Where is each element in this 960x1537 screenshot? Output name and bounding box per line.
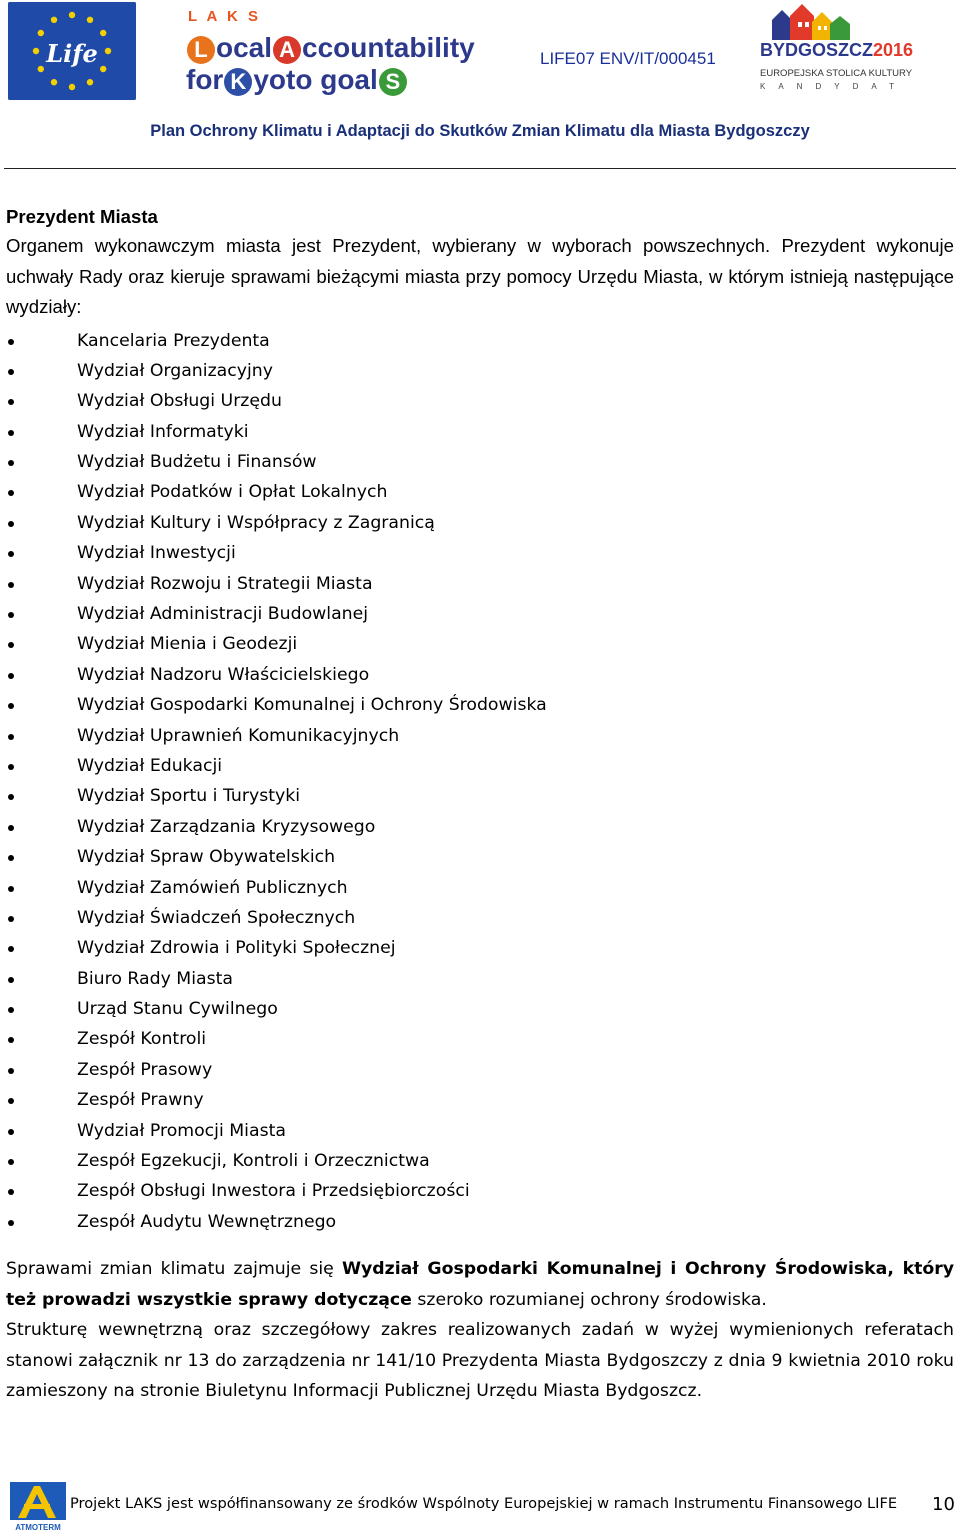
bullet-icon	[8, 916, 14, 922]
department-label: Wydział Uprawnień Komunikacyjnych	[77, 725, 400, 746]
department-label: Wydział Edukacji	[77, 755, 223, 776]
eu-star-icon	[69, 12, 75, 18]
project-code: LIFE07 ENV/IT/000451	[540, 49, 716, 68]
eu-star-icon	[69, 84, 75, 90]
department-item	[6, 447, 954, 477]
bydgoszcz-subtitle: EUROPEJSKA STOLICA KULTURY	[760, 68, 913, 79]
department-label: Wydział Kultury i Współpracy z Zagranicą	[77, 512, 435, 533]
main-content	[6, 203, 954, 1407]
intro-paragraph: Organem wykonawczym miasta jest Prezydent, wybierany w wyborach powszechnych. Prezydent wykonuje uchwały Rady oraz kieruje sprawami bieżącymi miasta przy pomocy Urzędu Miasta, w którym istnieją następujące wydziały:	[6, 235, 954, 317]
department-label: Biuro Rady Miasta	[77, 968, 233, 989]
atmoterm-logo-text: ATMOTERM	[15, 1523, 61, 1532]
bydgoszcz-2016-logo	[760, 2, 914, 98]
eu-star-icon	[38, 66, 44, 72]
eu-star-icon	[100, 30, 106, 36]
department-label: Wydział Obsługi Urzędu	[77, 391, 282, 412]
department-label: Urząd Stanu Cywilnego	[77, 999, 278, 1020]
bullet-icon	[8, 1129, 14, 1135]
bullet-icon	[8, 886, 14, 892]
bydgoszcz-year: 2016	[873, 40, 914, 60]
life-logo	[8, 2, 136, 100]
bullet-icon	[8, 430, 14, 436]
department-item	[6, 751, 954, 781]
bullet-icon	[8, 339, 14, 345]
department-label: Wydział Budżetu i Finansów	[77, 452, 317, 473]
department-item	[6, 994, 954, 1024]
department-item	[6, 781, 954, 811]
department-label: Wydział Rozwoju i Strategii Miasta	[77, 573, 373, 594]
department-item	[6, 356, 954, 386]
bydgoszcz-title: BYDGOSZCZ	[760, 40, 874, 60]
bullet-icon	[8, 460, 14, 466]
department-label: Wydział Zarządzania Kryzysowego	[77, 816, 376, 837]
bullet-icon	[8, 1068, 14, 1074]
eu-star-icon	[38, 30, 44, 36]
bullet-icon	[8, 399, 14, 405]
department-item	[6, 933, 954, 963]
bullet-icon	[8, 490, 14, 496]
bullet-icon	[8, 794, 14, 800]
eu-star-icon	[87, 17, 93, 23]
department-label: Wydział Podatków i Opłat Lokalnych	[77, 482, 388, 503]
footer-text: Projekt LAKS jest współfinansowany ze środków Wspólnoty Europejskiej w ramach Instrumentu Finansowego LIFE	[70, 1495, 898, 1512]
bullet-icon	[8, 1098, 14, 1104]
department-label: Zespół Audytu Wewnętrznego	[77, 1211, 337, 1232]
department-label: Wydział Zdrowia i Polityki Społecznej	[77, 938, 396, 959]
header-divider	[4, 168, 956, 169]
laks-logo	[186, 6, 496, 98]
department-item	[6, 660, 954, 690]
bullet-icon	[8, 612, 14, 618]
department-item	[6, 1116, 954, 1146]
bullet-icon	[8, 734, 14, 740]
bullet-icon	[8, 825, 14, 831]
atmoterm-logo	[8, 1480, 68, 1532]
eu-star-icon	[51, 79, 57, 85]
department-item	[6, 1085, 954, 1115]
bullet-icon	[8, 855, 14, 861]
houses-icon	[760, 2, 910, 42]
department-item	[6, 903, 954, 933]
department-item	[6, 477, 954, 507]
bullet-icon	[8, 673, 14, 679]
department-item	[6, 538, 954, 568]
department-item	[6, 326, 954, 356]
department-item	[6, 1176, 954, 1206]
climate-paragraph: Sprawami zmian klimatu zajmuje się Wydział Gospodarki Komunalnej i Ochrony Środowiska, który też prowadzi wszystkie sprawy dotyczące szeroko rozumianej ochrony środowiska.	[6, 1259, 955, 1310]
department-label: Wydział Nadzoru Właścicielskiego	[77, 664, 370, 685]
department-label: Zespół Egzekucji, Kontroli i Orzecznictwa	[77, 1151, 430, 1172]
department-item	[6, 873, 954, 903]
bullet-icon	[8, 551, 14, 557]
department-item	[6, 721, 954, 751]
department-item	[6, 842, 954, 872]
eu-star-icon	[87, 79, 93, 85]
laks-line-2: for K yoto goal S	[186, 64, 408, 96]
department-item	[6, 1207, 954, 1237]
department-item	[6, 690, 954, 720]
department-label: Wydział Gospodarki Komunalnej i Ochrony Środowiska	[77, 695, 547, 716]
department-label: Wydział Mienia i Geodezji	[77, 634, 298, 655]
department-label: Zespół Kontroli	[77, 1029, 207, 1050]
bydgoszcz-kandydat: KANDYDAT	[760, 82, 907, 91]
structure-paragraph: Strukturę wewnętrzną oraz szczegółowy zakres realizowanych zadań w wyżej wymienionych referatach stanowi załącznik nr 13 do zarządzenia nr 141/10 Prezydenta Miasta Bydgoszczy z dnia 9 kwietnia 2010 roku zamieszony na stronie Biuletynu Informacji Publicznej Urzędu Miasta Bydgoszcz.	[6, 1320, 954, 1402]
department-item	[6, 812, 954, 842]
section-heading: Prezydent Miasta	[6, 206, 158, 227]
department-item	[6, 386, 954, 416]
bullet-icon	[8, 1220, 14, 1226]
laks-small-label: L A K S	[188, 8, 261, 25]
bullet-icon	[8, 946, 14, 952]
eu-star-icon	[51, 17, 57, 23]
bullet-icon	[8, 369, 14, 375]
department-label: Wydział Organizacyjny	[77, 360, 273, 381]
department-item	[6, 417, 954, 447]
bullet-icon	[8, 977, 14, 983]
document-title: Plan Ochrony Klimatu i Adaptacji do Skutków Zmian Klimatu dla Miasta Bydgoszczy	[150, 122, 810, 140]
bullet-icon	[8, 764, 14, 770]
department-item	[6, 629, 954, 659]
bullet-icon	[8, 703, 14, 709]
bullet-icon	[8, 1037, 14, 1043]
department-item	[6, 1055, 954, 1085]
eu-star-icon	[105, 48, 111, 54]
department-label: Zespół Prawny	[77, 1090, 204, 1111]
department-label: Wydział Zamówień Publicznych	[77, 877, 348, 898]
department-label: Wydział Inwestycji	[77, 543, 236, 564]
bullet-icon	[8, 1159, 14, 1165]
department-item	[6, 964, 954, 994]
department-label: Wydział Administracji Budowlanej	[77, 604, 369, 625]
departments-list	[6, 326, 954, 1238]
department-item	[6, 1024, 954, 1054]
bullet-icon	[8, 1007, 14, 1013]
department-label: Wydział Sportu i Turystyki	[77, 786, 301, 807]
bullet-icon	[8, 1189, 14, 1195]
department-label: Wydział Informatyki	[77, 421, 249, 442]
department-label: Kancelaria Prezydenta	[77, 330, 270, 351]
department-label: Zespół Obsługi Inwestora i Przedsiębiorczości	[77, 1181, 470, 1202]
bullet-icon	[8, 582, 14, 588]
department-item	[6, 569, 954, 599]
department-label: Wydział Promocji Miasta	[77, 1120, 286, 1141]
department-item	[6, 599, 954, 629]
eu-star-icon	[33, 48, 39, 54]
department-label: Wydział Świadczeń Społecznych	[77, 907, 356, 928]
page-number: 10	[932, 1494, 955, 1515]
eu-star-icon	[100, 66, 106, 72]
department-label: Zespół Prasowy	[77, 1059, 213, 1080]
department-item	[6, 1146, 954, 1176]
bullet-icon	[8, 642, 14, 648]
bullet-icon	[8, 521, 14, 527]
life-logo-text: Life	[46, 39, 98, 68]
laks-line-1: L ocal A ccountability	[186, 32, 475, 64]
department-item	[6, 508, 954, 538]
department-label: Wydział Spraw Obywatelskich	[77, 847, 336, 868]
